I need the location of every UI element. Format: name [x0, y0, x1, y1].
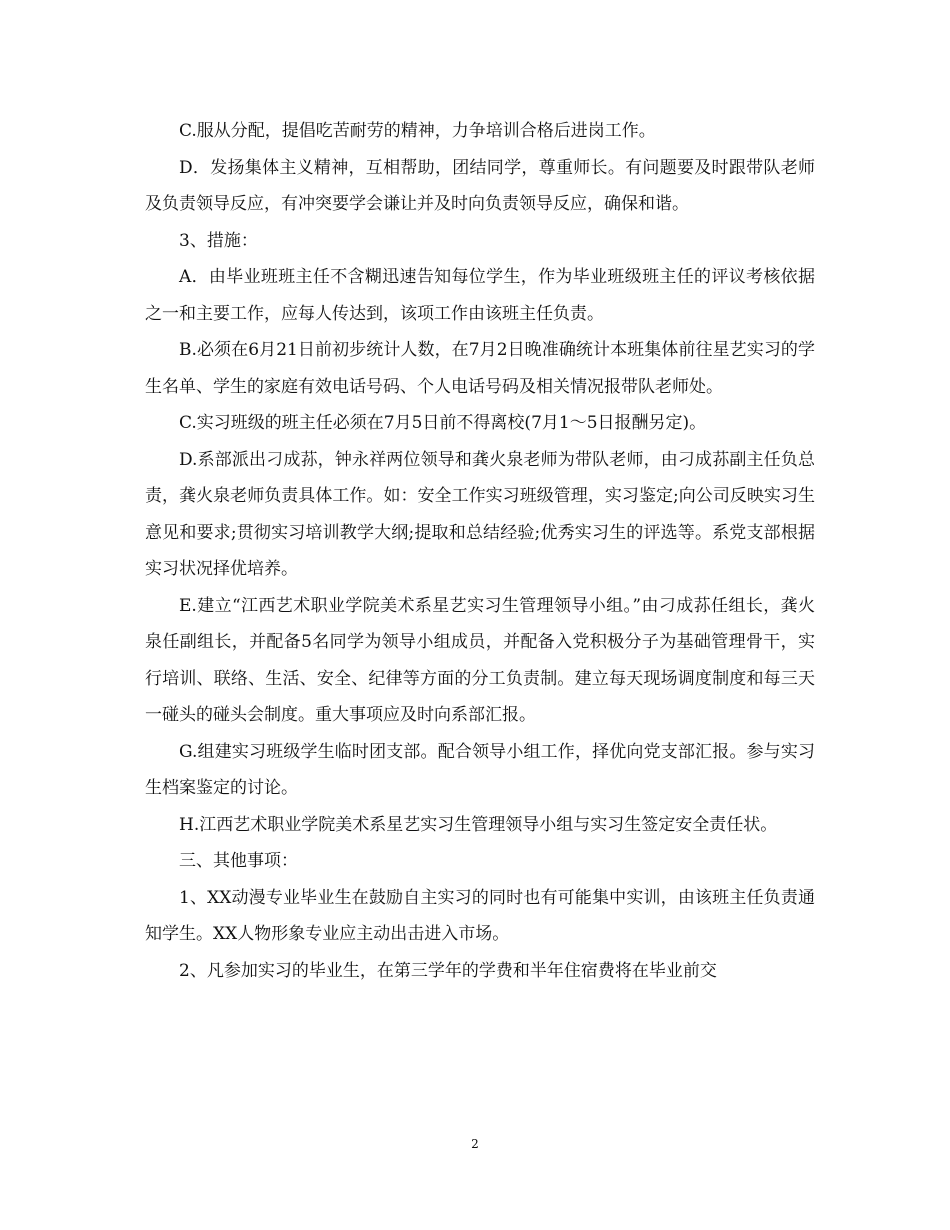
paragraph-c-obey-assignment: C.服从分配，提倡吃苦耐劳的精神，力争培训合格后进岗工作。 — [179, 121, 656, 141]
paragraph-a-head-teacher: A．由毕业班班主任不含糊迅速告知每位学生，作为毕业班级班主任的评议考核依据之一和主要工作，应每人传达到，该项工作由该班主任负责。 — [145, 267, 815, 324]
paragraph-1-animation-major: 1、XX动漫专业毕业生在鼓励自主实习的同时也有可能集中实训，由该班主任负责通知学生。XX人物形象专业应主动出击进入市场。 — [145, 887, 815, 944]
paragraph-h-safety-contract: H.江西艺术职业学院美术系星艺实习生管理领导小组与实习生签定安全责任状。 — [179, 814, 778, 835]
paragraph-d-collective-spirit: D．发扬集体主义精神，互相帮助，团结同学，尊重师长。有问题要及时跟带队老师及负责领导反应，有冲突要学会谦让并及时向负责领导反应，确保和谐。 — [145, 157, 815, 214]
section-heading-measures: 3、措施： — [179, 230, 258, 251]
paragraph-b-statistics: B.必须在6月21日前初步统计人数，在7月2日晚准确统计本班集体前往星艺实习的学生名单、学生的家庭有效电话号码、个人电话号码及相关情况报带队老师处。 — [145, 340, 815, 397]
paragraph-d-dispatch: D.系部派出刁成荪，钟永祥两位领导和龚火泉老师为带队老师，由刁成荪副主任负总责，龚火泉老师负责具体工作。如：安全工作实习班级管理，实习鉴定;向公司反映实习生意见和要求;贯彻实习培训教学大纲;提取和总结经验;优秀实习生的评选等。系党支部根据实习状况择优培养。 — [145, 449, 815, 579]
paragraph-2-tuition: 2、凡参加实习的毕业生，在第三学年的学费和半年住宿费将在毕业前交 — [179, 960, 717, 981]
page-number: 2 — [471, 1137, 479, 1151]
paragraph-g-league-branch: G.组建实习班级学生临时团支部。配合领导小组工作，择优向党支部汇报。参与实习生档案鉴定的讨论。 — [145, 741, 815, 798]
document-body — [145, 113, 815, 989]
section-heading-other-matters: 三、其他事项： — [179, 851, 298, 871]
paragraph-e-leadership-group: E.建立“江西艺术职业学院美术系星艺实习生管理领导小组。”由刁成荪任组长，龚火泉任副组长，并配备5名同学为领导小组成员，并配备入党积极分子为基础管理骨干，实行培训、联络、生活、安全、纪律等方面的分工负责制。建立每天现场调度制度和每三天一碰头的碰头会制度。重大事项应及时向系部汇报。 — [145, 595, 815, 725]
paragraph-c-no-leave: C.实习班级的班主任必须在7月5日前不得离校(7月1～5日报酬另定)。 — [179, 413, 707, 433]
